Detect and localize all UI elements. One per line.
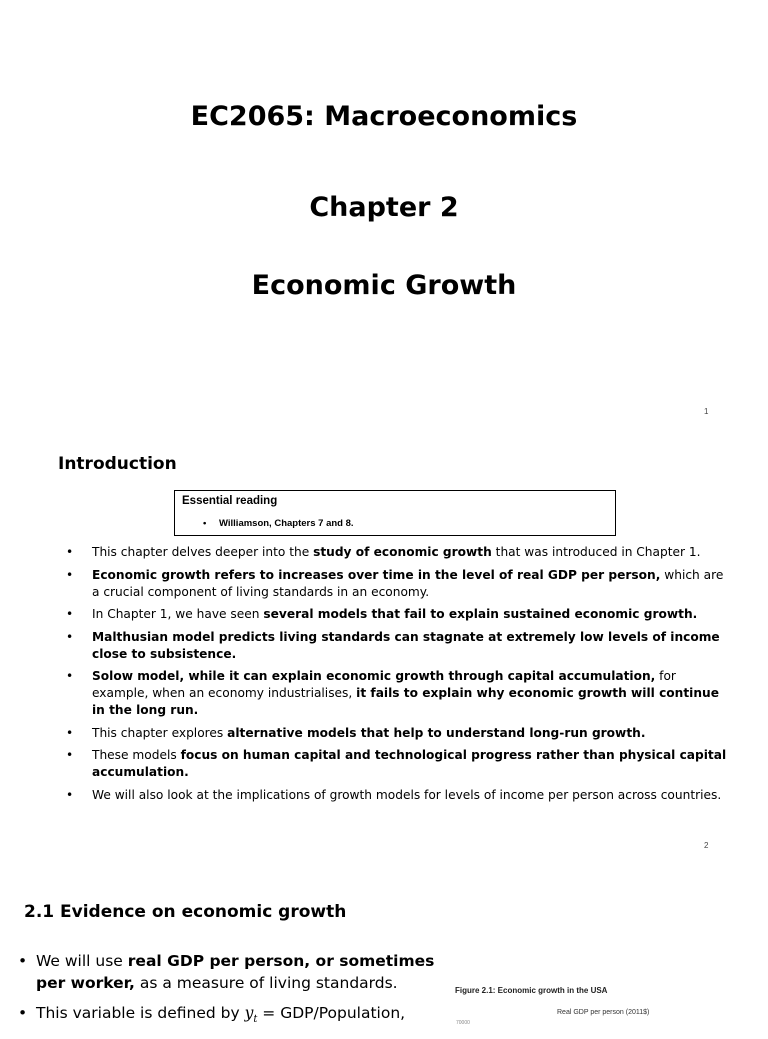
list-item <box>60 567 730 601</box>
list-item <box>60 606 730 623</box>
bullet-text: This chapter explores <box>92 725 228 740</box>
topic-title: Economic Growth <box>251 270 517 301</box>
bullet-text-bold: study of economic growth <box>313 545 492 559</box>
bullet-icon: • <box>66 567 74 582</box>
bullet-icon: • <box>18 1004 28 1022</box>
course-title: EC2065: Macroeconomics <box>190 101 578 132</box>
bullet-text: for example, when an economy industrialises, <box>92 669 676 700</box>
bullet-text: which are a crucial component of living standards in an economy. <box>92 567 724 599</box>
list-item <box>60 544 730 561</box>
bullet-icon: • <box>66 545 74 559</box>
bullet-icon: • <box>66 629 74 644</box>
bullet-icon: • <box>66 725 74 740</box>
list-item <box>60 629 730 663</box>
bullet-text-bold: Solow model, while it can explain economic growth through capital accumulation, <box>92 669 656 683</box>
bullet-text-bold: Malthusian model predicts living standards can stagnate at extremely low levels of income close to subsistence. <box>92 629 720 661</box>
evidence-slide <box>0 860 768 1024</box>
bullet-text: In Chapter 1, we have seen <box>92 607 264 621</box>
chapter-title: Chapter 2 <box>309 192 459 223</box>
essential-reading-box <box>174 490 616 536</box>
evidence-bullet-list <box>18 950 438 1039</box>
bullet-text: This chapter delves deeper into the <box>92 545 314 559</box>
bullet-text-bold: several models that fail to explain sustained economic growth. <box>263 607 698 621</box>
list-item <box>18 950 438 994</box>
intro-bullet-list <box>60 544 730 809</box>
bullet-text: We will also look at the implications of growth models for levels of income per person across countries. <box>92 787 722 802</box>
introduction-slide <box>0 430 768 860</box>
section-heading: Introduction <box>58 454 177 474</box>
figure-subtitle: Real GDP per person (2011$) <box>557 1009 650 1016</box>
variable-y: y <box>244 1004 254 1022</box>
bullet-icon: • <box>66 607 74 621</box>
reading-item-text: Williamson, Chapters 7 and 8. <box>219 518 354 529</box>
bullet-text-bold: Economic growth refers to increases over time in the level of real GDP per person, <box>92 567 661 582</box>
list-item <box>18 1002 438 1031</box>
reading-title: Essential reading <box>182 495 278 507</box>
bullet-icon: • <box>203 518 207 529</box>
list-item <box>60 725 730 742</box>
title-slide <box>0 0 768 430</box>
bullet-icon: • <box>18 952 28 970</box>
bullet-text-bold: real GDP per person, or sometimes per worker, <box>36 952 435 992</box>
bullet-icon: • <box>66 748 74 762</box>
page-number: 2 <box>704 841 709 850</box>
figure-axis-label: 70000 <box>456 1020 470 1026</box>
list-item <box>60 668 730 719</box>
bullet-text: as a measure of living standards. <box>134 974 398 992</box>
reading-item <box>203 518 354 529</box>
bullet-icon: • <box>66 787 74 802</box>
list-item <box>60 747 730 781</box>
bullet-text-bold: it fails to explain why economic growth will continue in the long run. <box>92 686 719 717</box>
bullet-icon: • <box>66 669 74 683</box>
figure-title: Figure 2.1: Economic growth in the USA <box>455 986 608 995</box>
bullet-text: These models <box>92 748 181 762</box>
bullet-text: We will use <box>36 952 128 970</box>
page-number: 1 <box>704 407 709 416</box>
bullet-text: This variable is defined by <box>36 1004 245 1022</box>
section-heading: 2.1 Evidence on economic growth <box>24 902 347 922</box>
bullet-text-bold: alternative models that help to understand long-run growth. <box>227 725 646 740</box>
bullet-text-bold: focus on human capital and technological progress rather than physical capital accumulation. <box>92 748 727 779</box>
bullet-text: = GDP/Population, <box>257 1004 406 1022</box>
bullet-text: that was introduced in Chapter 1. <box>491 545 701 559</box>
list-item <box>60 787 730 804</box>
subscript-t: t <box>253 1014 258 1026</box>
